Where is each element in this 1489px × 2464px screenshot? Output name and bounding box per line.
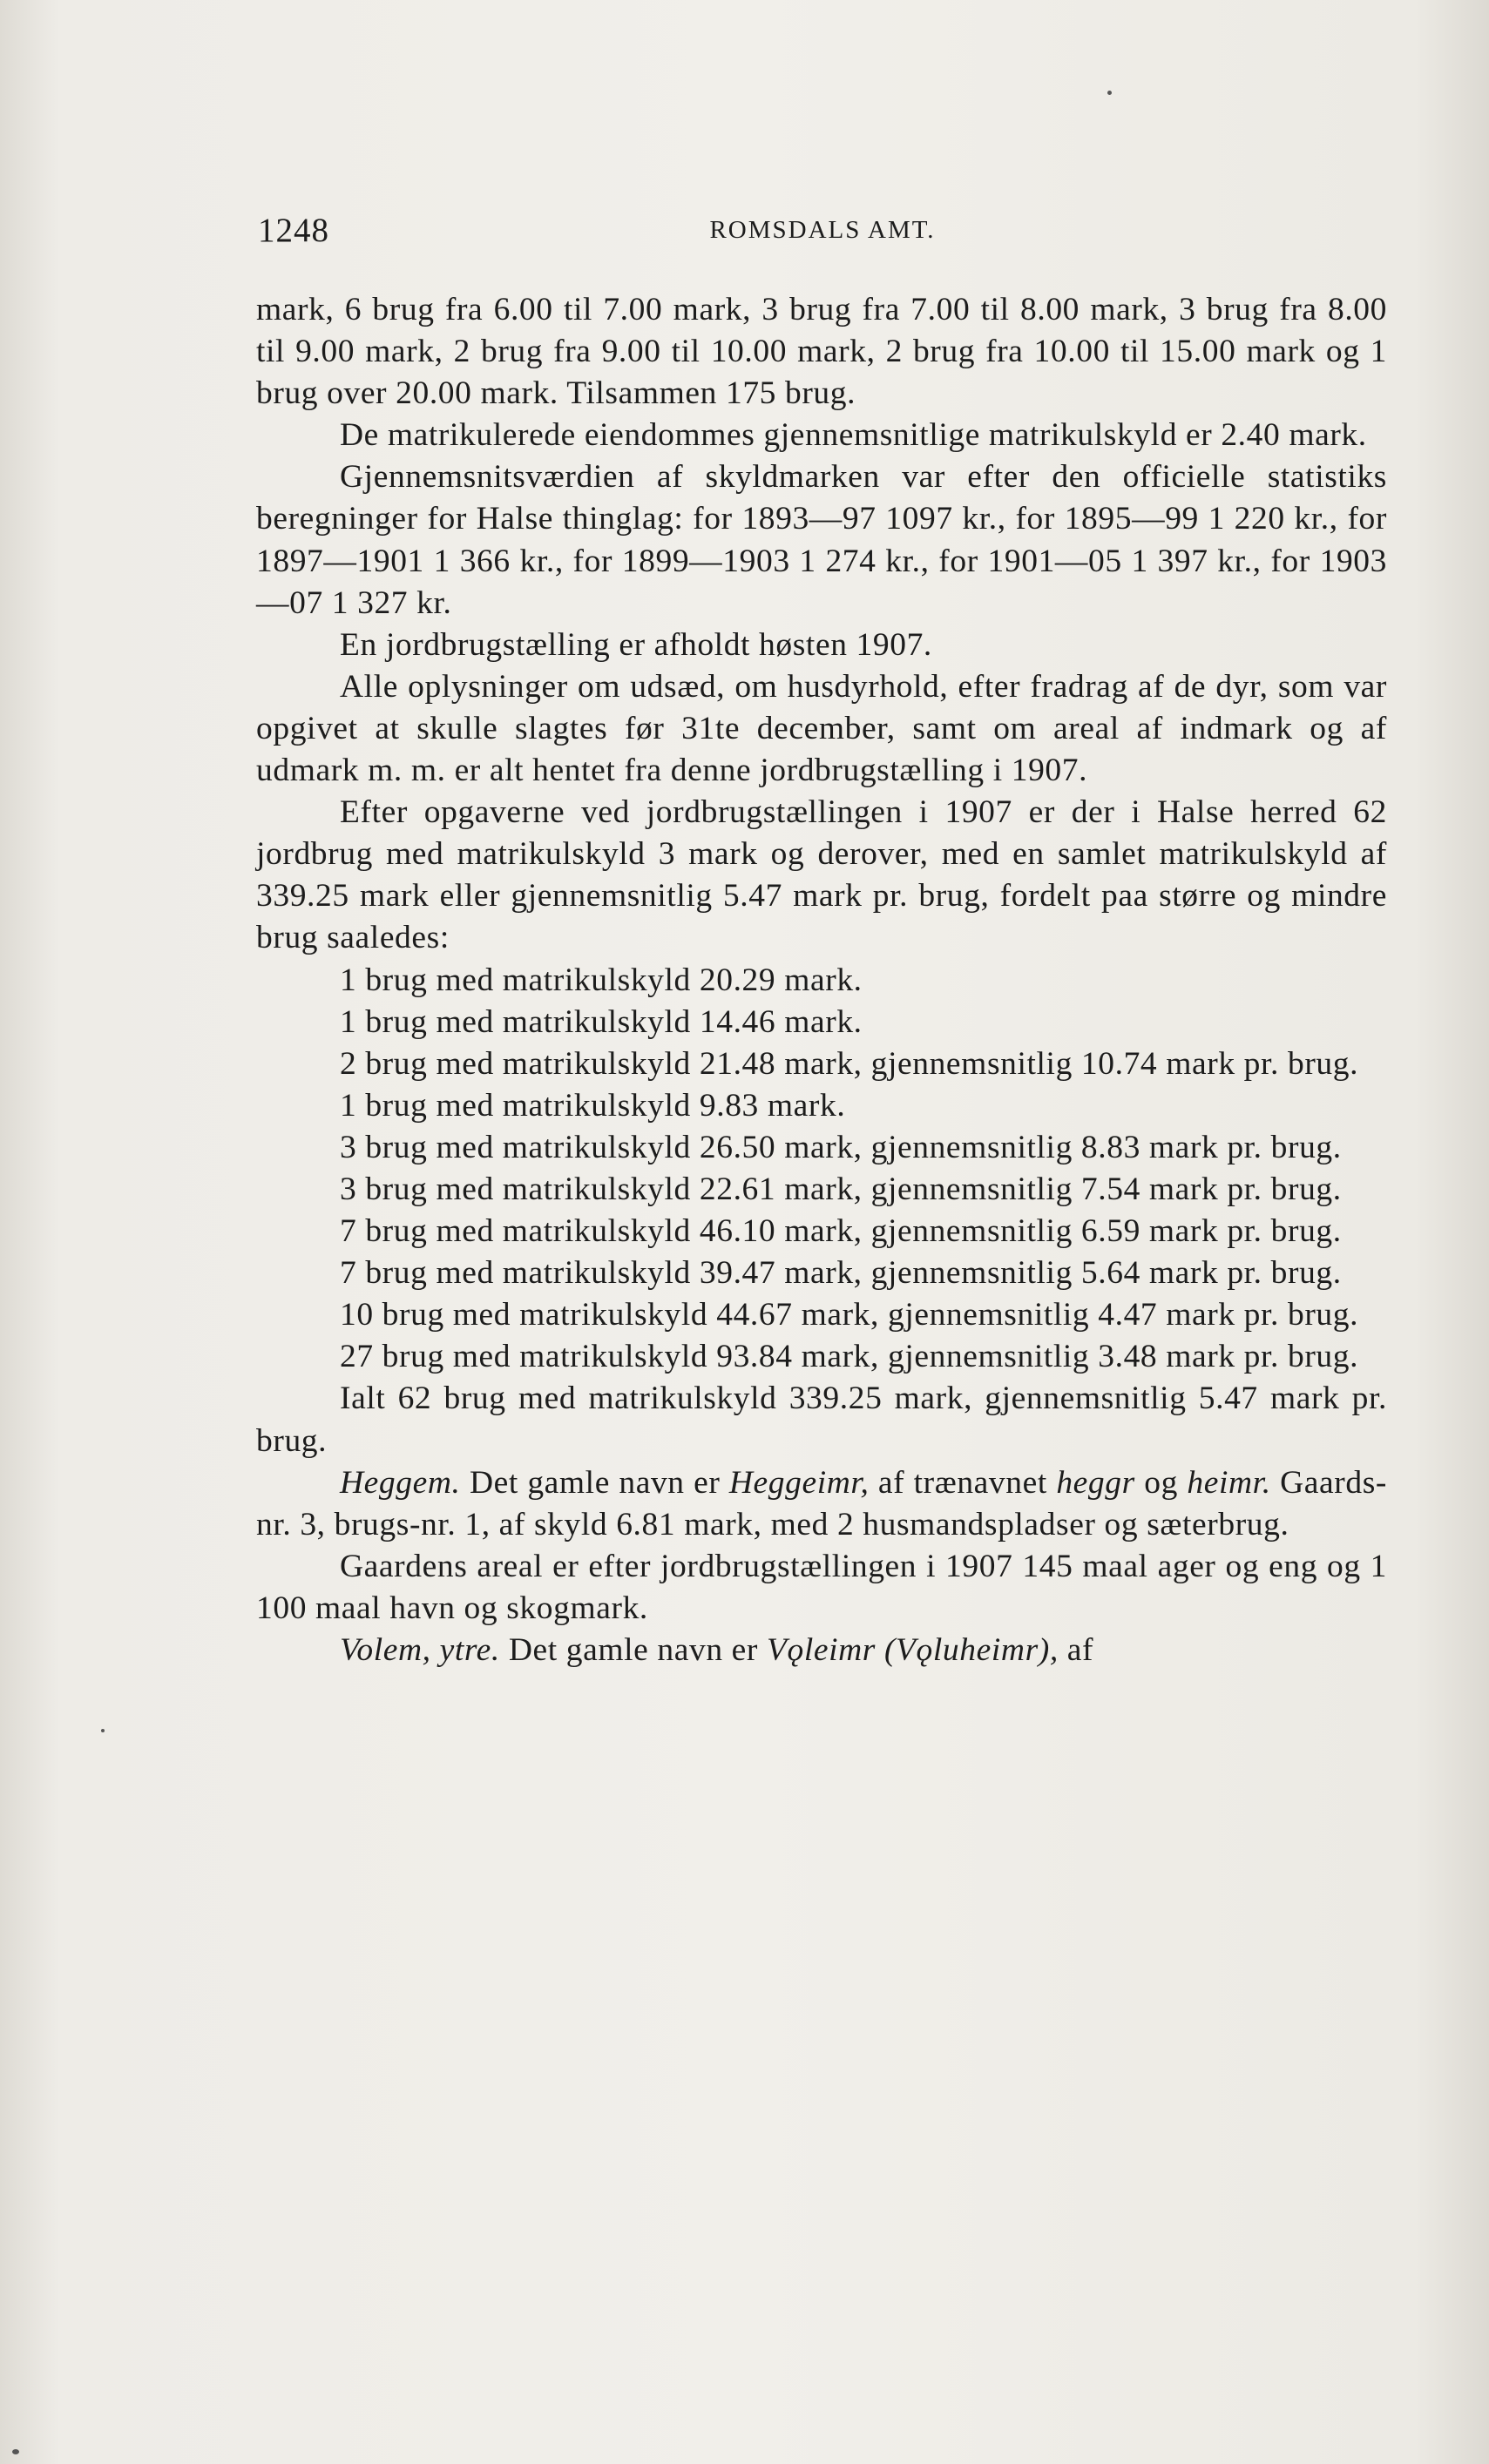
text-span: af	[1058, 1632, 1094, 1668]
paragraph: Gjennemsnitsværdien af skyldmarken var efter den officielle statistiks beregninger for Halse thinglag: for 1893—97 1097 kr., for 1895—99 1 220 kr., for 1897—1901 1 366 kr., for 1899—1903 1 274 kr., for 1901—05 1 397 kr., for 1903—07 1 327 kr.	[256, 459, 1387, 621]
paragraph: mark, 6 brug fra 6.00 til 7.00 mark, 3 brug fra 7.00 til 8.00 mark, 3 brug fra 8.00 til 9.00 mark, 2 brug fra 9.00 til 10.00 mark, 2 brug fra 10.00 til 15.00 mark og 1 brug over 20.00 mark. Tilsammen 175 brug.	[256, 292, 1387, 412]
word-heggr: heggr	[1056, 1464, 1135, 1501]
text-span: af trænavnet	[869, 1464, 1057, 1501]
paragraph-areal: Gaardens areal er efter jordbrugstællingen i 1907 145 maal ager og eng og 1 100 maal havn og skogmark.	[256, 1548, 1387, 1626]
paragraph-list	[256, 289, 1387, 1462]
word-heimr: heimr.	[1187, 1464, 1271, 1501]
page-number: 1248	[258, 212, 329, 249]
text-span: Det gamle navn er	[499, 1632, 767, 1668]
body-text	[256, 289, 1387, 1671]
paragraph: 27 brug med matrikulskyld 93.84 mark, gjennemsnitlig 3.48 mark pr. brug.	[340, 1339, 1359, 1375]
paragraph: De matrikulerede eiendommes gjennemsnitlige matrikulskyld er 2.40 mark.	[340, 417, 1367, 454]
paragraph: 1 brug med matrikulskyld 14.46 mark.	[340, 1003, 863, 1040]
running-title: ROMSDALS AMT.	[709, 216, 936, 244]
text-span: Gaards-nr. 3, brugs-nr. 1, af skyld 6.81 mark, med 2 husmandspladser og sæterbrug.	[256, 1464, 1387, 1543]
old-name-heggeimr: Heggeimr,	[728, 1464, 870, 1501]
text-span: Det gamle navn er	[460, 1464, 729, 1501]
paragraph: 7 brug med matrikulskyld 39.47 mark, gjennemsnitlig 5.64 mark pr. brug.	[340, 1255, 1342, 1292]
page-header	[258, 211, 1387, 263]
print-speck	[1107, 91, 1112, 95]
print-speck	[12, 2449, 19, 2454]
old-name-voleimr: Vǫleimr (Vǫluheimr),	[766, 1632, 1059, 1668]
paragraph: 2 brug med matrikulskyld 21.48 mark, gjennemsnitlig 10.74 mark pr. brug.	[340, 1045, 1359, 1082]
print-speck	[101, 1729, 105, 1732]
farm-name-heggem: Heggem.	[340, 1464, 461, 1501]
paragraph: 7 brug med matrikulskyld 46.10 mark, gjennemsnitlig 6.59 mark pr. brug.	[340, 1213, 1342, 1250]
text-span: og	[1134, 1464, 1188, 1501]
farm-name-volem: Volem, ytre.	[340, 1632, 500, 1668]
paragraph: Alle oplysninger om udsæd, om husdyrhold, efter fradrag af de dyr, som var opgivet at skulle slagtes før 31te december, samt om areal af indmark og af udmark m. m. er alt hentet fra denne jordbrugstælling i 1907.	[256, 668, 1387, 789]
paragraph: En jordbrugstælling er afholdt høsten 1907.	[340, 626, 932, 663]
paragraph: 1 brug med matrikulskyld 9.83 mark.	[340, 1087, 846, 1124]
paragraph: 3 brug med matrikulskyld 26.50 mark, gjennemsnitlig 8.83 mark pr. brug.	[340, 1129, 1342, 1165]
paragraph: Ialt 62 brug med matrikulskyld 339.25 mark, gjennemsnitlig 5.47 mark pr. brug.	[256, 1381, 1387, 1459]
paragraph: 10 brug med matrikulskyld 44.67 mark, gjennemsnitlig 4.47 mark pr. brug.	[340, 1297, 1359, 1333]
paragraph: 1 brug med matrikulskyld 20.29 mark.	[340, 962, 863, 998]
paragraph: 3 brug med matrikulskyld 22.61 mark, gjennemsnitlig 7.54 mark pr. brug.	[340, 1171, 1342, 1207]
entry-heggem	[256, 1462, 1387, 1546]
paragraph: Efter opgaverne ved jordbrugstællingen i 1907 er der i Halse herred 62 jordbrug med matrikulskyld 3 mark og derover, med en samlet matrikulskyld af 339.25 mark eller gjennemsnitlig 5.47 mark pr. brug, fordelt paa større og mindre brug saaledes:	[256, 794, 1387, 956]
entry-volem	[256, 1630, 1387, 1671]
